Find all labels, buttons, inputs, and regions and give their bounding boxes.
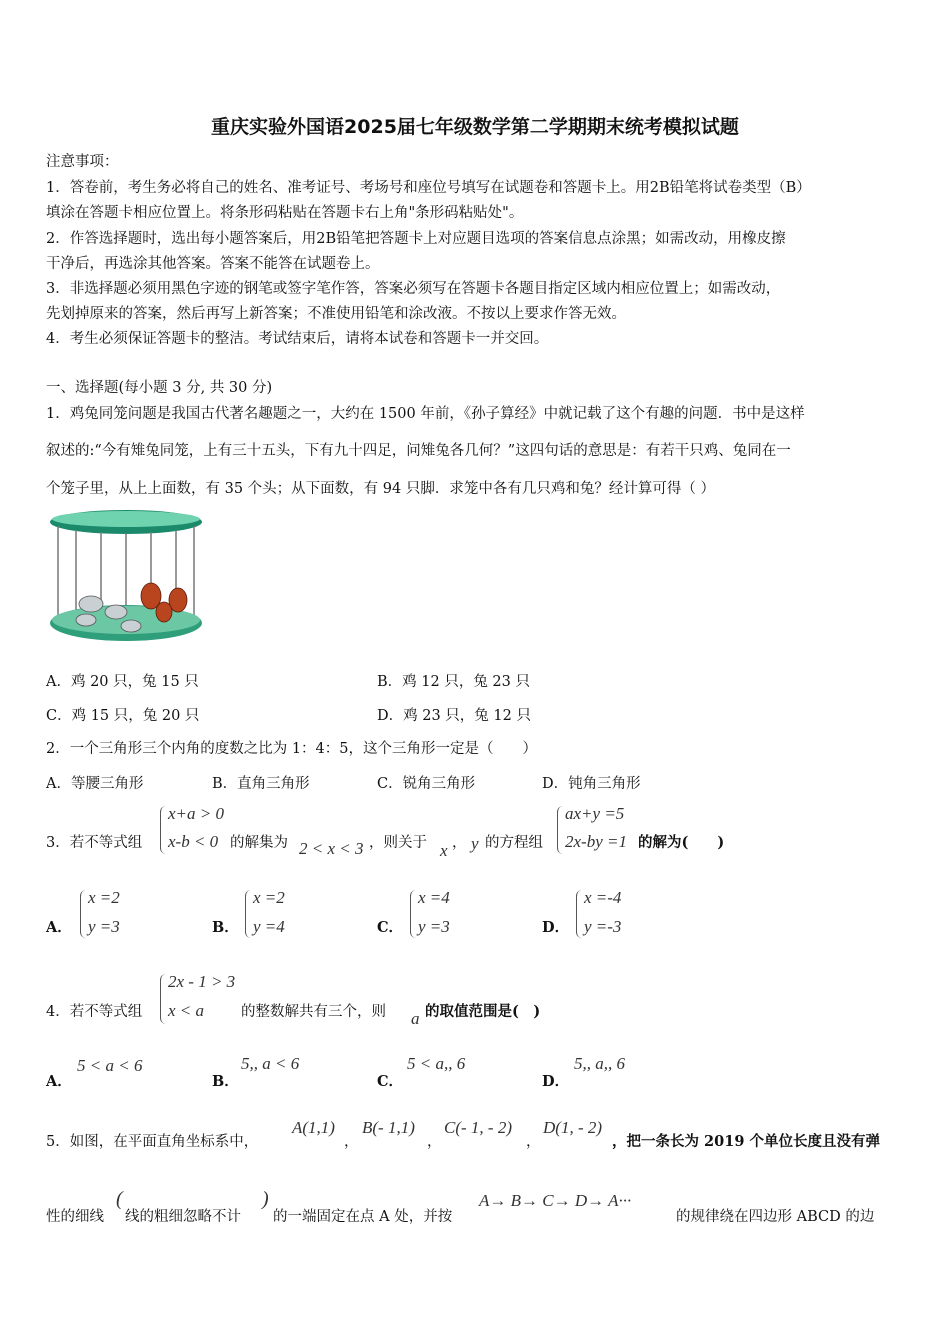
- notice-heading: 注意事项：: [46, 154, 119, 170]
- separator: ，: [526, 1134, 541, 1150]
- q3-system-2-eq2: 2x-by =1: [565, 832, 627, 851]
- page-title: 重庆实验外国语2025届七年级数学第二学期期末统考模拟试题: [211, 116, 739, 138]
- q4-option-a-letter[interactable]: A．: [46, 1073, 72, 1090]
- q3-option-c-letter[interactable]: C．: [377, 919, 404, 936]
- q3-var-y: y: [471, 834, 479, 853]
- q4-option-b[interactable]: 5,, a < 6: [241, 1054, 300, 1073]
- question-1-line: 1．鸡兔同笼问题是我国古代著名趣题之一，大约在 1500 年前，《孙子算经》中就记载了这个有趣的问题．书中是这样: [46, 406, 805, 422]
- paren-open: (: [116, 1188, 123, 1210]
- question-3-number: 3．若不等式组: [46, 835, 143, 851]
- notice-line: 4．考生必须保证答题卡的整洁。考试结束后，请将本试卷和答题卡一并交回。: [46, 331, 549, 347]
- question-1-line: 个笼子里，从上上面数，有 35 个头；从下面数，有 94 只脚．求笼中各有几只鸡和兔？经计算可得（ ）: [46, 481, 715, 497]
- q5-text: 的一端固定在点 A 处，并按: [273, 1209, 453, 1225]
- separator: ，: [344, 1134, 359, 1150]
- q4-option-d[interactable]: 5,, a,, 6: [574, 1054, 625, 1073]
- q4-option-a[interactable]: 5 < a < 6: [77, 1056, 143, 1075]
- q1-option-c[interactable]: C．鸡 15 只，兔 20 只: [46, 708, 200, 724]
- q3-text: ，: [452, 835, 467, 851]
- brace-icon: [245, 890, 252, 938]
- q3-option-b-x: x =2: [253, 888, 285, 907]
- q3-option-d-x: x =-4: [584, 888, 622, 907]
- chicken-rabbit-cage-image: [46, 508, 206, 646]
- q3-system-1-eq2: x-b < 0: [168, 832, 219, 851]
- question-1-line: 叙述的:“今有雉兔同笼，上有三十五头，下有九十四足，问雉兔各几何？”这四句话的意思是：有若干只鸡、兔同在一: [46, 443, 791, 459]
- notice-line: 干净后，再选涂其他答案。答案不能答在试题卷上。: [46, 256, 380, 272]
- separator: ，: [427, 1134, 442, 1150]
- point-b: B(- 1,1): [362, 1118, 415, 1137]
- q3-option-a-y: y =3: [88, 917, 120, 936]
- q3-var-x: x: [440, 841, 448, 860]
- notice-line: 3．非选择题必须用黑色字迹的钢笔或签字笔作答，答案必须写在答题卡各题目指定区域内相应位置上；如需改动，: [46, 281, 781, 297]
- brace-icon: [160, 806, 167, 854]
- q4-option-b-letter[interactable]: B．: [212, 1073, 239, 1090]
- q5-path: A→ B→ C→ D→ A···: [479, 1191, 632, 1210]
- q4-text: 的取值范围是( ): [425, 1003, 541, 1020]
- q1-option-d[interactable]: D．鸡 23 只，兔 12 只: [377, 708, 531, 724]
- q3-text: ，则关于: [369, 835, 427, 851]
- q5-text: 的规律绕在四边形 ABCD 的边: [676, 1209, 875, 1225]
- point-d: D(1, - 2): [543, 1118, 603, 1137]
- q2-option-d[interactable]: D．钝角三角形: [542, 776, 641, 792]
- q4-option-d-letter[interactable]: D．: [542, 1073, 570, 1090]
- notice-line: 填涂在答题卡相应位置上。将条形码粘贴在答题卡右上角"条形码粘贴处"。: [46, 205, 524, 221]
- q3-option-b-y: y =4: [253, 917, 285, 936]
- q5-text: 性的细线: [46, 1209, 104, 1225]
- q3-option-d-letter[interactable]: D．: [542, 919, 570, 936]
- q3-option-d-y: y =-3: [584, 917, 622, 936]
- notice-line: 先划掉原来的答案，然后再写上新答案；不准使用铅笔和涂改液。不按以上要求作答无效。: [46, 306, 626, 322]
- q3-option-a-x: x =2: [88, 888, 120, 907]
- notice-line: 1．答卷前，考生务必将自己的姓名、准考证号、考场号和座位号填写在试题卷和答题卡上。用2B铅笔将试卷类型（B）: [46, 180, 811, 196]
- q2-option-b[interactable]: B．直角三角形: [212, 776, 310, 792]
- q3-text: 的方程组: [485, 835, 543, 851]
- q4-option-c-letter[interactable]: C．: [377, 1073, 404, 1090]
- point-a: A(1,1): [292, 1118, 335, 1137]
- question-2-stem: 2．一个三角形三个内角的度数之比为 1：4：5，这个三角形一定是（ ）: [46, 741, 538, 757]
- q3-option-b-letter[interactable]: B．: [212, 919, 239, 936]
- q1-option-a[interactable]: A．鸡 20 只，兔 15 只: [46, 674, 199, 690]
- point-c: C(- 1, - 2): [444, 1118, 512, 1137]
- q3-range: 2 < x < 3: [299, 839, 364, 858]
- q5-text: ，把一条长为 2019 个单位长度且没有弹: [612, 1133, 880, 1150]
- question-5-number: 5．如图，在平面直角坐标系中，: [46, 1134, 259, 1150]
- q3-system-1-eq1: x+a > 0: [168, 804, 224, 823]
- q3-text: 的解为( ): [638, 834, 725, 851]
- q3-option-a-letter[interactable]: A．: [46, 919, 72, 936]
- q5-text: 线的粗细忽略不计: [125, 1209, 241, 1225]
- question-4-number: 4．若不等式组: [46, 1004, 143, 1020]
- brace-icon: [557, 806, 564, 854]
- q3-option-c-y: y =3: [418, 917, 450, 936]
- q4-system-eq1: 2x - 1 > 3: [168, 972, 236, 991]
- brace-icon: [160, 974, 167, 1024]
- q2-option-c[interactable]: C．锐角三角形: [377, 776, 476, 792]
- q3-option-c-x: x =4: [418, 888, 450, 907]
- q3-system-2-eq1: ax+y =5: [565, 804, 625, 823]
- brace-icon: [410, 890, 417, 938]
- notice-line: 2．作答选择题时，选出每小题答案后，用2B铅笔把答题卡上对应题目选项的答案信息点涂黑；如需改动，用橡皮擦: [46, 231, 786, 247]
- q4-var-a: a: [411, 1009, 420, 1028]
- q4-option-c[interactable]: 5 < a,, 6: [407, 1054, 466, 1073]
- q4-system-eq2: x < a: [168, 1001, 205, 1020]
- q4-text: 的整数解共有三个，则: [241, 1004, 386, 1020]
- paren-close: ): [262, 1188, 269, 1210]
- brace-icon: [576, 890, 583, 938]
- brace-icon: [80, 890, 87, 938]
- q3-text: 的解集为: [230, 835, 288, 851]
- section-heading: 一、选择题(每小题 3 分, 共 30 分): [46, 380, 273, 396]
- q2-option-a[interactable]: A．等腰三角形: [46, 776, 144, 792]
- q1-option-b[interactable]: B．鸡 12 只，兔 23 只: [377, 674, 530, 690]
